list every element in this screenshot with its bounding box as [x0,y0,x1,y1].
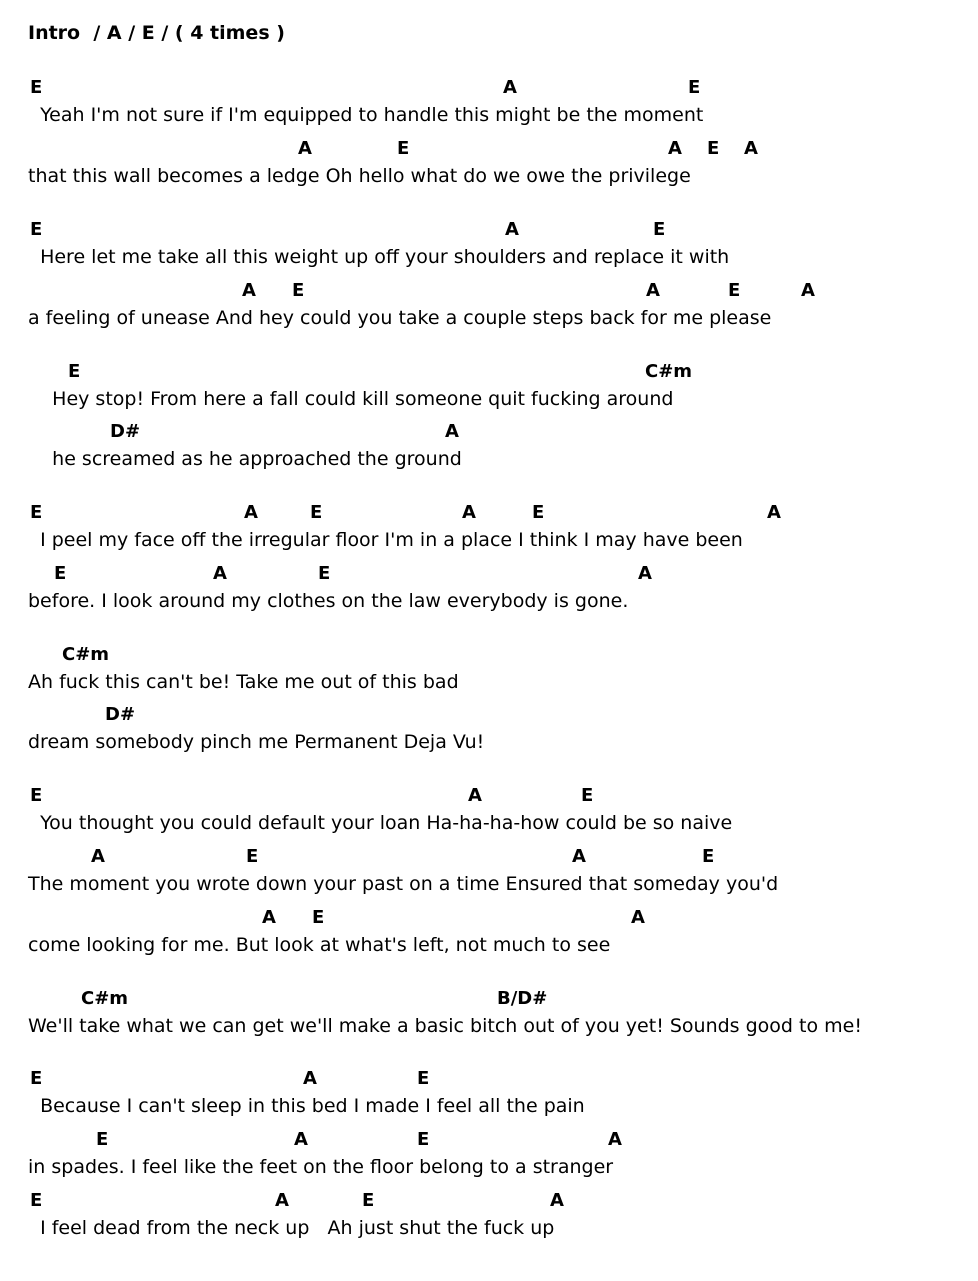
chord-label: E [30,218,43,240]
lyric-line: come looking for me. But look at what's left, not much to see [28,933,611,956]
lyric-line: that this wall becomes a ledge Oh hello what do we owe the privilege [28,165,691,188]
chord-label: E [30,1189,43,1211]
chord-line [28,555,968,585]
lyric-line: a feeling of unease And hey could you take a couple steps back for me please [28,306,772,329]
chord-line [28,1122,968,1152]
chord-line [28,353,968,383]
chord-label: A [668,138,682,160]
song-section [28,353,968,475]
chord-label: A [744,138,758,160]
chord-label: A [608,1129,622,1151]
chord-label: A [646,279,660,301]
lyric-line: in spades. I feel like the feet on the floor belong to a stranger [28,1156,614,1179]
chord-line [28,839,968,869]
chord-line [28,1183,968,1213]
chord-label: C#m [62,643,110,665]
chord-label: E [312,906,325,928]
chord-label: E [728,279,741,301]
chord-label: C#m [645,360,693,382]
chord-label: E [30,502,43,524]
chord-label: D# [110,421,141,443]
lyric-line: he screamed as he approached the ground [28,448,462,471]
lyric-line: The moment you wrote down your past on a time Ensured that someday you'd [28,872,779,895]
chord-label: A [638,562,652,584]
chord-label: C#m [81,987,129,1009]
song-section [28,636,968,758]
chord-label: A [298,138,312,160]
song-section [28,1061,968,1243]
chord-label: A [213,562,227,584]
chord-label: E [310,502,323,524]
lyric-line: We'll take what we can get we'll make a basic bitch out of you yet! Sounds good to me! [28,1014,862,1037]
chord-label: E [30,1068,43,1090]
chord-label: E [68,360,81,382]
chord-label: A [242,279,256,301]
chord-label: E [417,1129,430,1151]
chord-label: E [96,1129,109,1151]
chord-label: E [397,138,410,160]
chord-label: E [532,502,545,524]
lyric-line: Hey stop! From here a fall could kill someone quit fucking around [28,387,674,410]
lyric-line: Because I can't sleep in this bed I made I feel all the pain [28,1095,585,1118]
chord-label: E [246,845,259,867]
intro-heading: Intro / A / E / ( 4 times ) [28,22,285,44]
chord-label: A [275,1189,289,1211]
chord-line [28,1061,968,1091]
chord-line [28,495,968,525]
lyric-line: I feel dead from the neck up Ah just shut the fuck up [28,1216,555,1239]
chord-label: E [318,562,331,584]
chord-label: A [294,1129,308,1151]
chord-line [28,778,968,808]
lyric-line: dream somebody pinch me Permanent Deja Vu! [28,731,485,754]
song-section [28,980,968,1041]
chord-line [28,131,968,161]
chord-label: E [417,1068,430,1090]
chord-label: A [631,906,645,928]
song-section [28,778,968,960]
chord-label: E [292,279,305,301]
lyric-line: You thought you could default your loan Ha-ha-ha-how could be so naive [28,812,733,835]
lyric-line: before. I look around my clothes on the law everybody is gone. [28,589,629,612]
chord-label: E [54,562,67,584]
lyric-line: Here let me take all this weight up off your shoulders and replace it with [28,245,730,268]
chord-line [28,212,968,242]
chord-line [28,636,968,666]
chord-line [28,697,968,727]
chord-label: E [362,1189,375,1211]
chord-label: A [244,502,258,524]
chord-label: E [707,138,720,160]
chord-label: A [445,421,459,443]
chord-label: A [468,785,482,807]
chord-label: A [262,906,276,928]
chord-line [28,899,968,929]
lyric-line: Yeah I'm not sure if I'm equipped to handle this might be the moment [28,104,704,127]
chord-label: E [581,785,594,807]
chord-label: A [505,218,519,240]
song-section [28,70,968,192]
chord-line [28,980,968,1010]
chord-label: E [688,77,701,99]
chord-label: E [702,845,715,867]
chord-label: E [30,785,43,807]
chord-line [28,414,968,444]
lyric-line: I peel my face off the irregular floor I'm in a place I think I may have been [28,529,743,552]
song-section [28,212,968,334]
chord-label: B/D# [497,987,548,1009]
chord-label: A [801,279,815,301]
chord-label: A [303,1068,317,1090]
lyric-line: Ah fuck this can't be! Take me out of this bad [28,670,459,693]
chord-label: A [550,1189,564,1211]
chord-label: D# [105,704,136,726]
chord-label: A [767,502,781,524]
chord-line [28,272,968,302]
chord-sheet [28,70,968,1243]
chord-label: E [30,77,43,99]
chord-line [28,70,968,100]
chord-label: A [572,845,586,867]
chord-label: A [91,845,105,867]
chord-label: A [503,77,517,99]
song-section [28,495,968,617]
chord-label: E [653,218,666,240]
chord-label: A [462,502,476,524]
